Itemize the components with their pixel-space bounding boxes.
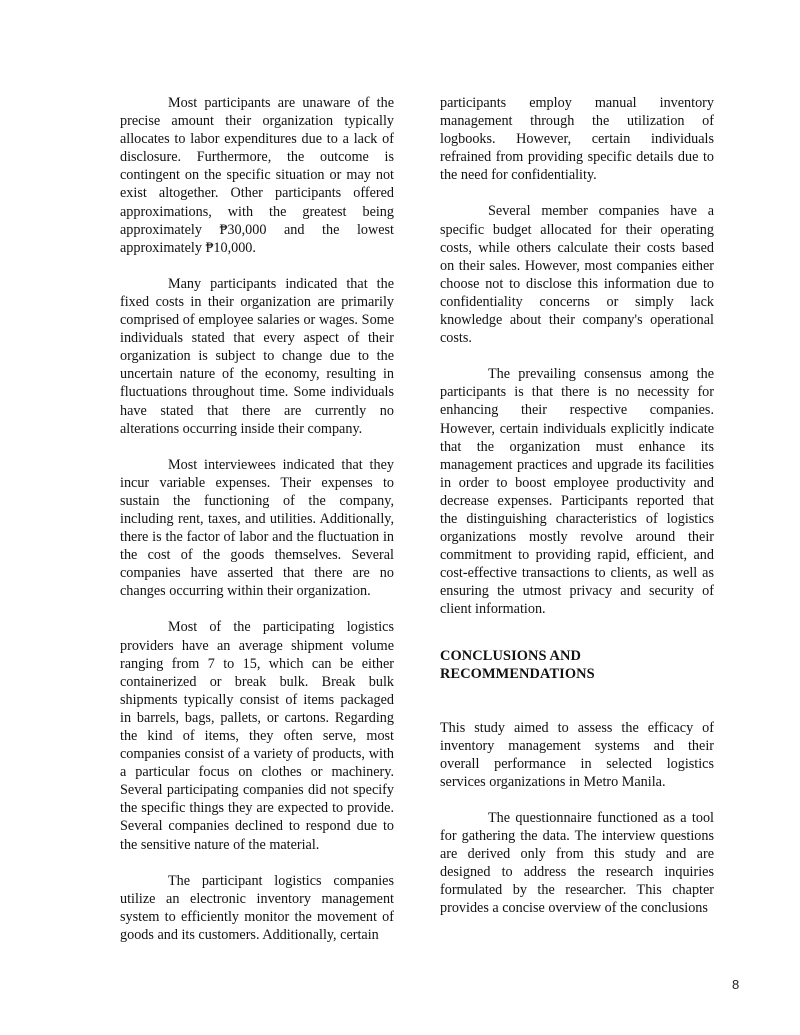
paragraph-spacer xyxy=(440,184,714,202)
paragraph-inventory-system: The participant logistics companies utilize an electronic inventory management system to efficiently monitor the movement of goods and its customers. Additionally, certain xyxy=(120,872,394,943)
paragraph-spacer xyxy=(120,257,394,275)
section-spacer xyxy=(440,683,714,719)
paragraph-spacer xyxy=(120,600,394,618)
paragraph-study-aim: This study aimed to assess the efficacy of inventory management systems and their overall performance in selected logistics services organizations in Metro Manila. xyxy=(440,719,714,790)
section-heading-line2: RECOMMENDATIONS xyxy=(440,665,595,682)
right-column xyxy=(440,94,714,917)
section-heading xyxy=(440,647,714,683)
left-column xyxy=(120,94,394,944)
paragraph-operating-costs: Several member companies have a specific budget allocated for their operating costs, while others calculate their costs based on their sales. However, most companies either choose not to disclose this information due to confidentiality concerns or simply lack knowledge about their company's operational costs. xyxy=(440,203,714,347)
paragraph-continuation: participants employ manual inventory management through the utilization of logbooks. However, certain individuals refrained from providing specific details due to the need for confidentiality. xyxy=(440,95,714,184)
page-number: 8 xyxy=(732,977,740,992)
paragraph-spacer xyxy=(440,791,714,809)
paragraph-questionnaire: The questionnaire functioned as a tool for gathering the data. The interview questions are derived only from this study and are designed to address the research inquiries formulated by the researcher. This chapter provides a concise overview of the conclusions xyxy=(440,809,714,917)
section-spacer xyxy=(440,619,714,647)
paragraph-spacer xyxy=(440,347,714,365)
paragraph-fixed-costs: Many participants indicated that the fixed costs in their organization are primarily comprised of employee salaries or wages. Some individuals stated that every aspect of their organization is subject to change due to the uncertain nature of the economy, resulting in fluctuations throughout time. Some individuals have stated that there are currently no alterations occurring inside their company. xyxy=(120,275,394,437)
paragraph-variable-expenses: Most interviewees indicated that they incur variable expenses. Their expenses to sustain the functioning of the company, including rent, taxes, and utilities. Additionally, there is the factor of labor and the fluctuation in the cost of the goods themselves. Several companies have asserted that there are no changes occurring within their organization. xyxy=(120,456,394,600)
paragraph-shipment-volume: Most of the participating logistics providers have an average shipment volume ranging from 7 to 15, which can be either containerized or break bulk. Break bulk shipments typically consist of items packaged in barrels, bags, pallets, or cartons. Regarding the kind of items, they often serve, most companies consist of a variety of products, with a particular focus on clothes or machinery. Several participating companies did not specify the specific things they are expected to provide. Several companies declined to respond due to the sensitive nature of the material. xyxy=(120,619,394,853)
paragraph-labor-expenditures: Most participants are unaware of the precise amount their organization typically allocates to labor expenditures due to a lack of disclosure. Furthermore, the outcome is contingent on the specific situation or may not exist altogether. Other participants offered approximations, with the greatest being approximately ₱30,000 and the lowest approximately ₱10,000. xyxy=(120,95,394,256)
paragraph-spacer xyxy=(120,854,394,872)
section-heading-line1: CONCLUSIONS AND xyxy=(440,647,582,664)
paragraph-spacer xyxy=(120,438,394,456)
paragraph-consensus: The prevailing consensus among the participants is that there is no necessity for enhancing their respective companies. However, certain individuals explicitly indicate that the organization must enhance its management practices and upgrade its facilities in order to boost employee productivity and decrease expenses. Participants reported that the distinguishing characteristics of logistics organizations mostly revolve around their commitment to providing rapid, efficient, and cost-effective transactions to clients, as well as ensuring the utmost privacy and security of client information. xyxy=(440,366,714,618)
